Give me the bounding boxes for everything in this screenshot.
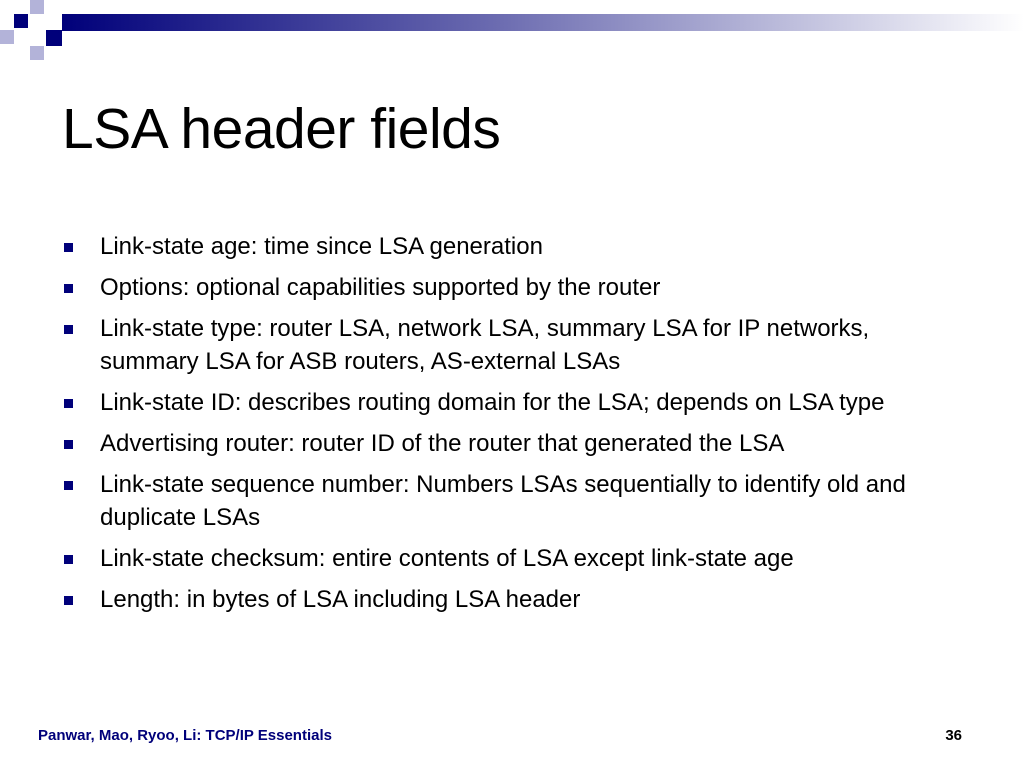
page-number: 36 <box>945 727 962 744</box>
list-item <box>62 271 962 304</box>
ornament-square <box>14 14 28 28</box>
square-bullet-icon <box>64 596 73 605</box>
list-item <box>62 468 962 534</box>
slide-title: LSA header fields <box>62 97 501 161</box>
bullet-text: Advertising router: router ID of the router that generated the LSA <box>100 430 785 457</box>
bullet-text: Link-state age: time since LSA generation <box>100 233 543 260</box>
bullet-text: Options: optional capabilities supported by the router <box>100 274 661 301</box>
bullet-text: Length: in bytes of LSA including LSA header <box>100 586 581 613</box>
ornament-square <box>30 46 44 60</box>
list-item <box>62 427 962 460</box>
square-bullet-icon <box>64 243 73 252</box>
ornament-square <box>0 30 14 44</box>
bullet-text: Link-state checksum: entire contents of LSA except link-state age <box>100 545 794 572</box>
square-bullet-icon <box>64 399 73 408</box>
square-bullet-icon <box>64 325 73 334</box>
ornament-square <box>30 0 44 14</box>
bullet-text: Link-state sequence number: Numbers LSAs sequentially to identify old and duplicate LSAs <box>100 471 906 531</box>
square-bullet-icon <box>64 481 73 490</box>
square-bullet-icon <box>64 555 73 564</box>
bullet-text: Link-state type: router LSA, network LSA, summary LSA for IP networks, summary LSA for ASB routers, AS-external LSAs <box>100 315 870 375</box>
bullet-list <box>62 230 962 624</box>
ornament-square <box>46 30 62 46</box>
list-item <box>62 583 962 616</box>
ornament-band <box>62 14 1024 31</box>
list-item <box>62 542 962 575</box>
square-bullet-icon <box>64 440 73 449</box>
list-item <box>62 312 962 378</box>
list-item <box>62 230 962 263</box>
square-bullet-icon <box>64 284 73 293</box>
header-ornament <box>0 0 1024 64</box>
list-item <box>62 386 962 419</box>
footer-authors: Panwar, Mao, Ryoo, Li: TCP/IP Essentials <box>38 727 332 744</box>
bullet-text: Link-state ID: describes routing domain for the LSA; depends on LSA type <box>100 389 885 416</box>
